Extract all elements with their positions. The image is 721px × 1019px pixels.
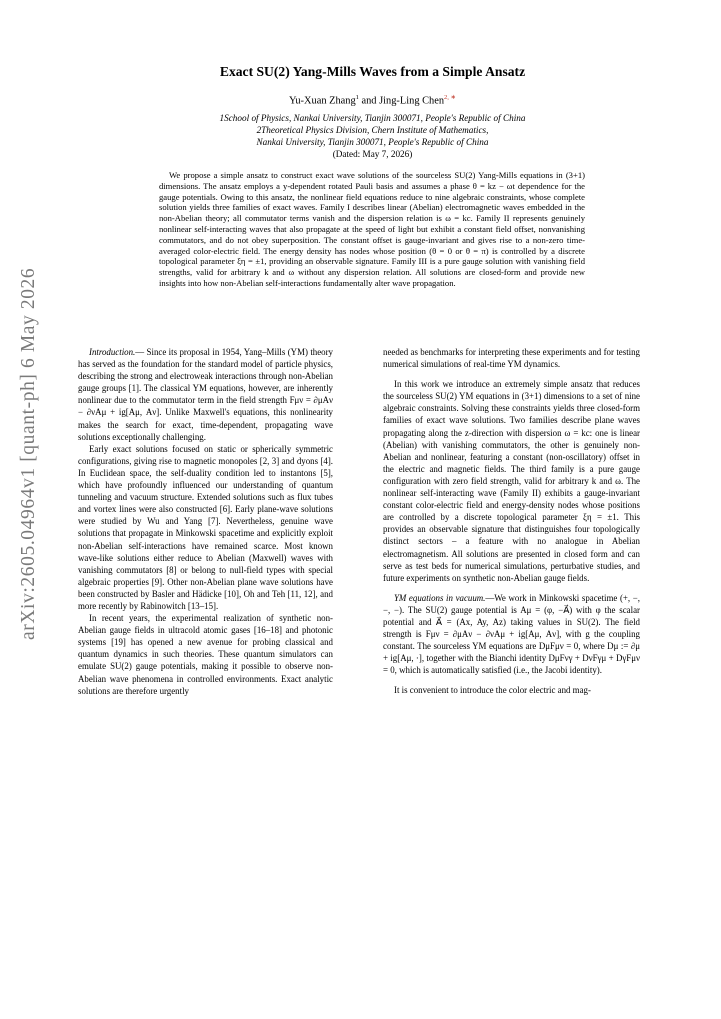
author-conjunction: and xyxy=(358,95,380,107)
abstract: We propose a simple ansatz to construct exact wave solutions of the sourceless SU(2) Yang-Mills equations in (3+1) dimensions. The ansatz employs a y-dependent rotated Pauli basis and assumes a phase θ = kz − ωt dependence for the gauge potentials. Owing to this ansatz, the nonlinear field equations reduce to nine algebraic constraints, whose complete solution yields three families of exact waves. Family I describes linear (Abelian) electromagnetic waves embedded in the non-Abelian theory; all commutator terms vanish and the dispersion relation is ω = kc. Family II represents genuinely nonlinear self-interacting waves that also propagate at the speed of light but exhibit a constant field offset, nonvanishing commutators, and do not obey superposition. The constant offset is gauge-invariant and gives rise to a non-zero time-averaged color-electric field. The energy density has nodes whose position (θ = 0 or θ = π) is controlled by a discrete topological parameter ξη = ±1, providing an observable signature. Family III is a pure gauge solution with vanishing field strengths, valid for arbitrary k and ω without any dispersion relation. All solutions are closed-form and provide new insights into how non-Abelian self-interactions fundamentally alter wave propagation. xyxy=(159,170,585,288)
section-heading: Introduction. xyxy=(89,347,136,357)
paragraph: needed as benchmarks for interpreting these experiments and for testing numerical simulations of real-time YM dynamics. xyxy=(383,347,640,370)
heading-dash: — xyxy=(485,592,495,603)
heading-dash: — xyxy=(135,347,147,357)
paragraph xyxy=(383,592,640,677)
author-name: Jing-Ling Chen xyxy=(379,95,445,107)
affiliation-line: Nankai University, Tianjin 300071, People's Republic of China xyxy=(256,137,489,148)
right-column xyxy=(383,346,640,697)
paragraph: In this work we introduce an extremely simple ansatz that reduces the sourceless SU(2) YM equations in (3+1) dimensions to a set of nine algebraic constraints. Solving these constraints yields three closed-form families of exact wave solutions. Two families describe plane waves propagating along the z-direction with dispersion ω = kc: one is linear (Abelian) with vanishing commutators, the other is genuinely non-Abelian and nonlinear, featuring a constant (non-oscillatory) offset in the electric and magnetic fields. The third family is a pure gauge configuration with zero field strength, valid for arbitrary k and ω. The nonlinear self-interacting wave (Family II) exhibits a gauge-invariant constant color-electric field and energy-density nodes whose positions are controlled by a discrete topological parameter ξη = ±1. This provides an observable signature that distinguishes four topologically distinct sectors – a feature with no analogue in Abelian electromagnetism. All solutions are presented in closed form and can serve as test beds for numerical simulations, perturbative studies, and future experiments on synthetic non-Abelian gauge fields. xyxy=(383,379,640,583)
dated-line: (Dated: May 7, 2026) xyxy=(332,149,413,159)
paragraph: Early exact solutions focused on static or spherically symmetric configurations, giving rise to magnetic monopoles [2, 3] and dyons [4]. In Euclidean space, the self-duality condition led to instantons [5], which have profoundly influenced our understanding of quantum tunneling and vacuum structure. Extended solutions such as flux tubes and vortex lines were also constructed [6]. Early plane-wave solutions were studied by Wu and Yang [7]. Nevertheless, genuine wave solutions that propagate in Minkowski spacetime and explicitly exploit non-Abelian self-interactions have remained scarce. Most known wave-like solutions either reduce to Abelian (Maxwell) waves with vanishing commutators [8] or belong to null-field types with special algebraic properties [9]. Other non-Abelian plane wave solutions have been constructed by Basler and Hädicke [10], Oh and Teh [11, 12], and more recently by Rabinowitch [13–15]. xyxy=(78,443,333,611)
arxiv-stamp: arXiv:2605.04964v1 [quant-ph] 6 May 2026 xyxy=(18,267,39,640)
affiliation-mark: 1 xyxy=(355,94,359,101)
left-column xyxy=(78,346,333,697)
paragraph-text: We work in Minkowski spacetime (+, −, −, −). The SU(2) gauge potential is Aμ = (φ, −A⃗) with φ the scalar potential and A⃗ = (Ax, Ay, Az) taking values in SU(2). The field strength is Fμν = ∂μAν − ∂νAμ + ig[Aμ, Aν], with g the coupling constant. The sourceless YM equations are DμFμν = 0, where Dμ := ∂μ + ig[Aμ, ·], together with the Bianchi identity DμFνγ + DνFγμ + DγFμν = 0, which is automatically satisfied (i.e., the Jacobi identity). xyxy=(383,592,640,676)
affiliation-line: 2Theoretical Physics Division, Chern Institute of Mathematics, xyxy=(256,125,489,136)
paragraph: In recent years, the experimental realization of synthetic non-Abelian gauge fields in ultracold atomic gases [16–18] and photonic systems [19] has opened a new avenue for probing classical and quantum dynamics in such theories. These quantum simulators can emulate SU(2) gauge potentials, making it possible to observe non-Abelian wave phenomena in controlled environments. Exact analytic solutions are therefore urgently xyxy=(78,613,333,696)
paragraph xyxy=(78,346,333,443)
paper-title: Exact SU(2) Yang-Mills Waves from a Simple Ansatz xyxy=(219,64,526,79)
paragraph: It is convenient to introduce the color electric and mag- xyxy=(394,685,591,696)
paragraph-text: Since its proposal in 1954, Yang–Mills (YM) theory has served as the foundation for the standard model of particle physics, describing the strong and electroweak interactions through non-Abelian gauge groups [1]. The classical YM equations, however, are inherently nonlinear due to the commutator term in the field strength Fμν = ∂μAν − ∂νAμ + ig[Aμ, Aν]. Unlike Maxwell's equations, this nonlinearity makes the search for exact, time-dependent, propagating wave solutions exceptionally challenging. xyxy=(78,347,333,442)
affiliation-mark: 2, ∗ xyxy=(444,94,456,101)
author-name: Yu-Xuan Zhang xyxy=(289,95,356,107)
section-heading: YM equations in vacuum. xyxy=(394,592,486,603)
author-line xyxy=(120,93,625,106)
affiliation-line: 1School of Physics, Nankai University, Tianjin 300071, People's Republic of China xyxy=(219,113,526,123)
affiliation-block xyxy=(120,112,625,149)
